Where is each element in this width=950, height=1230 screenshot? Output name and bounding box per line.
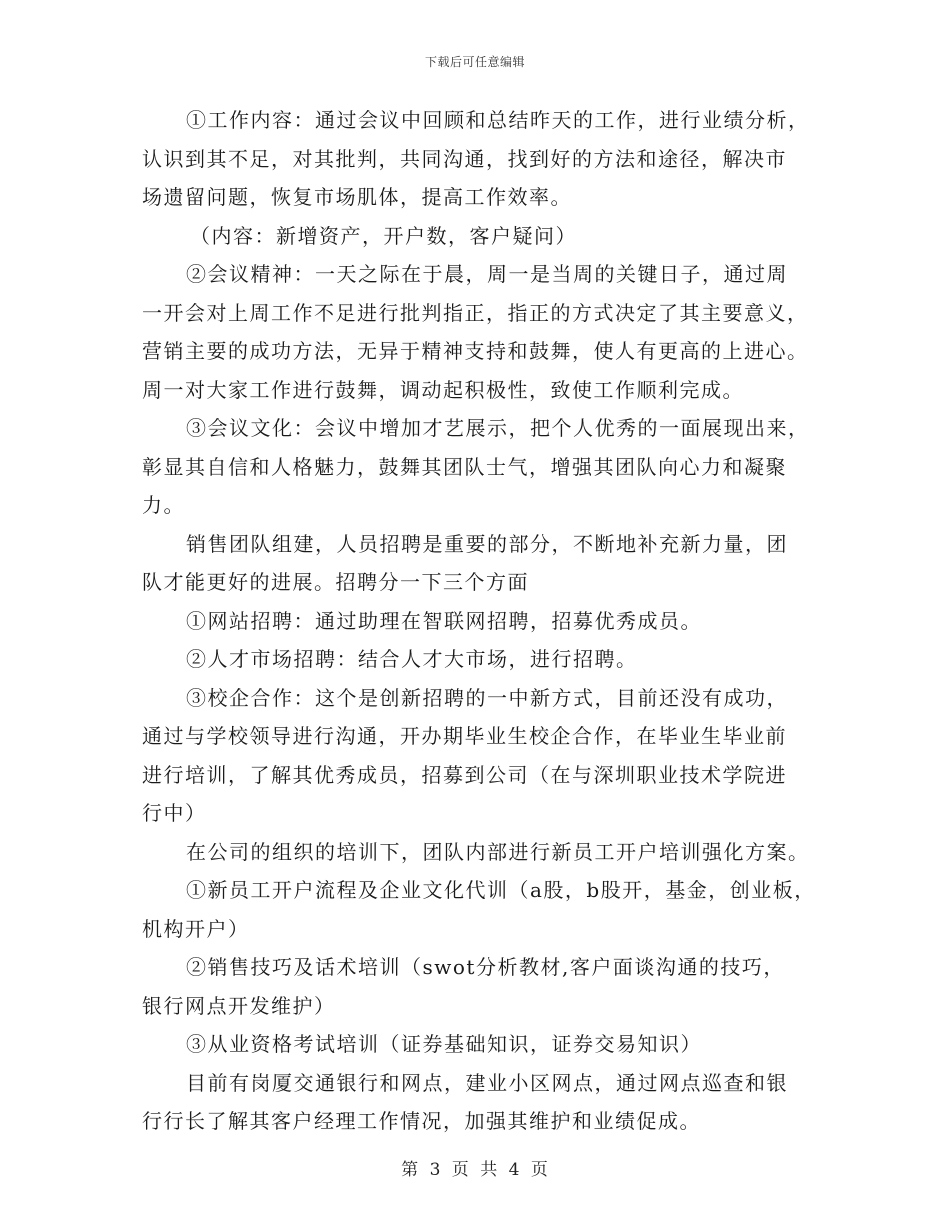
body-line: 队才能更好的进展。招聘分一下三个方面: [142, 570, 529, 594]
body-line: ③校企合作：这个是创新招聘的一中新方式，目前还没有成功，: [186, 685, 788, 710]
body-line: 行中）: [142, 801, 207, 825]
body-line: 一开会对上周工作不足进行批判指正，指正的方式决定了其主要意义，: [142, 300, 809, 325]
body-line: ①网站招聘：通过助理在智联网招聘，招募优秀成员。: [186, 608, 702, 633]
body-line: ②销售技巧及话术培训（swot分析教材,客户面谈沟通的技巧，: [186, 955, 785, 979]
body-line: 彰显其自信和人格魅力，鼓舞其团队士气，增强其团队向心力和凝聚: [142, 454, 787, 479]
body-line: 进行培训，了解其优秀成员，招募到公司（在与深圳职业技术学院进: [142, 762, 787, 787]
page-header: 下载后可任意编辑: [424, 55, 525, 69]
body-line: 销售团队组建，人员招聘是重要的部分，不断地补充新力量，团: [186, 531, 788, 556]
body-line: （内容：新增资产，开户数，客户疑问）: [190, 223, 577, 248]
body-line: 机构开户）: [142, 916, 250, 941]
body-line: 认识到其不足，对其批判，共同沟通，找到好的方法和途径，解决市: [142, 146, 787, 171]
body-line: ③会议文化：会议中增加才艺展示，把个人优秀的一面展现出来，: [186, 416, 810, 440]
body-line: 银行网点开发维护）: [142, 993, 336, 1018]
page-footer: 第 3 页 共 4 页: [401, 1160, 549, 1180]
body-line: ③从业资格考试培训（证券基础知识，证券交易知识）: [186, 1032, 702, 1056]
body-line: 场遗留问题，恢复市场肌体，提高工作效率。: [142, 185, 572, 209]
document-body: [142, 108, 832, 1148]
body-line: ①工作内容：通过会议中回顾和总结昨天的工作，进行业绩分析，: [186, 108, 810, 132]
body-line: 力。: [142, 493, 185, 517]
body-line: 通过与学校领导进行沟通，开办期毕业生校企合作，在毕业生毕业前: [142, 724, 787, 748]
body-line: ②人才市场招聘：结合人才大市场，进行招聘。: [186, 647, 638, 671]
body-line: 行行长了解其客户经理工作情况，加强其维护和业绩促成。: [142, 1109, 701, 1133]
body-line: ②会议精神：一天之际在于晨，周一是当周的关键日子，通过周: [186, 262, 788, 286]
body-line: 营销主要的成功方法，无异于精神支持和鼓舞，使人有更高的上进心。: [142, 339, 809, 363]
body-line: 目前有岗厦交通银行和网点，建业小区网点，通过网点巡查和银: [186, 1070, 788, 1095]
body-line: 周一对大家工作进行鼓舞，调动起积极性，致使工作顺利完成。: [142, 377, 744, 402]
body-line: ①新员工开户流程及企业文化代训（a股，b股开，基金，创业板，: [186, 878, 816, 902]
body-line: 在公司的组织的培训下，团队内部进行新员工开户培训强化方案。: [186, 839, 810, 864]
